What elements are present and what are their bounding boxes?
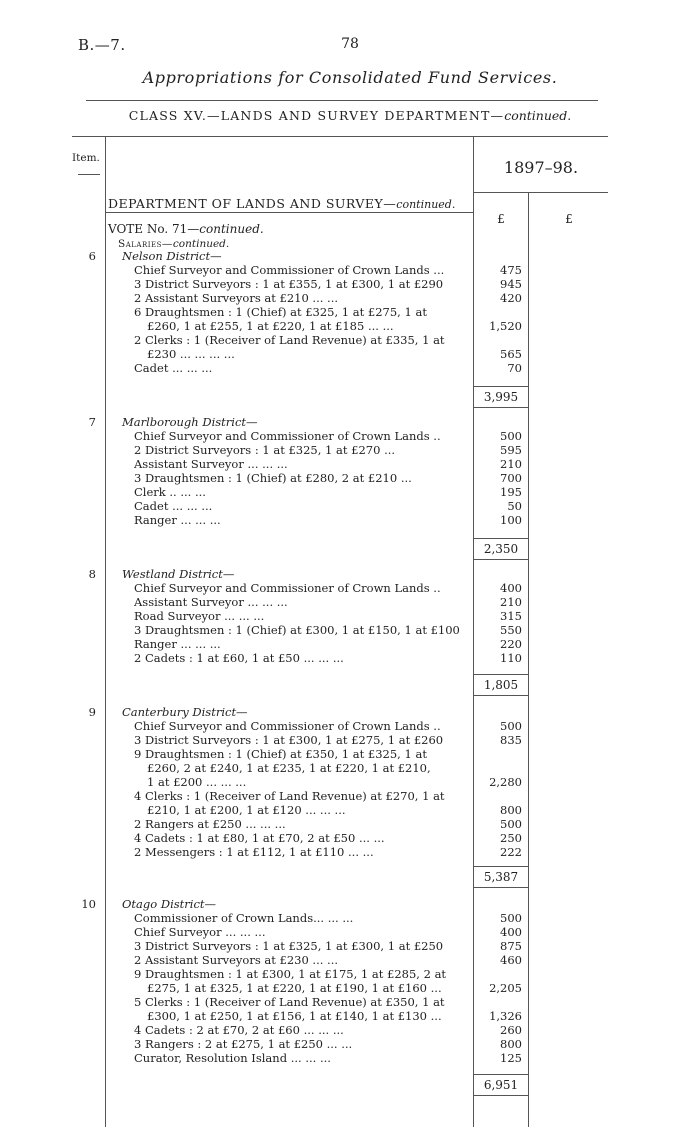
pound-column-1: £ <box>497 212 505 226</box>
row-amount: 50 <box>507 499 522 513</box>
item-column-header: Item. <box>72 152 100 164</box>
pound-column-2: £ <box>565 212 573 226</box>
row-text: 2 Messengers : 1 at £112, 1 at £110 ... ... <box>134 845 374 859</box>
row-text: Ranger ... ... ... <box>134 637 221 651</box>
title-rule <box>86 100 598 101</box>
row-amount: 210 <box>500 595 522 609</box>
row-amount: 500 <box>500 911 522 925</box>
row-text: Commissioner of Crown Lands... ... ... <box>134 911 354 925</box>
row-amount: 110 <box>500 651 522 665</box>
row-text: £230 ... ... ... ... <box>147 347 235 361</box>
row-amount: 400 <box>500 925 522 939</box>
table-row <box>100 804 528 817</box>
item-number: 9 <box>88 705 96 719</box>
row-amount: 500 <box>500 719 522 733</box>
table-row <box>100 1052 528 1065</box>
row-amount: 565 <box>500 347 522 361</box>
row-amount: 400 <box>500 581 522 595</box>
table-row <box>100 348 528 361</box>
item-number: 6 <box>88 249 96 263</box>
table-row <box>100 362 528 375</box>
row-text: 4 Cadets : 2 at £70, 2 at £60 ... ... ... <box>134 1023 344 1037</box>
row-amount: 460 <box>500 953 522 967</box>
row-amount: 260 <box>500 1023 522 1037</box>
table-row <box>100 912 528 925</box>
district-total: 6,951 <box>474 1074 528 1096</box>
item-number: 8 <box>88 567 96 581</box>
department-heading-main: DEPARTMENT OF LANDS AND SURVEY— <box>108 196 397 211</box>
row-amount: 315 <box>500 609 522 623</box>
row-amount: 500 <box>500 429 522 443</box>
row-text: Cadet ... ... ... <box>134 499 213 513</box>
table-row <box>100 278 528 291</box>
document-ref: B.—7. <box>78 36 126 54</box>
row-amount: 945 <box>500 277 522 291</box>
district-total: 1,805 <box>474 674 528 696</box>
row-text: Ranger ... ... ... <box>134 513 221 527</box>
row-text: 4 Cadets : 1 at £80, 1 at £70, 2 at £50 ... ... <box>134 831 385 845</box>
row-amount: 220 <box>500 637 522 651</box>
table-row <box>100 818 528 831</box>
department-heading <box>108 196 455 211</box>
table-row <box>100 996 528 1009</box>
district-total: 3,995 <box>474 386 528 408</box>
row-text: 9 Draughtsmen : 1 (Chief) at £350, 1 at £325, 1 at <box>134 747 427 761</box>
table-row <box>100 624 528 637</box>
table-row <box>100 1024 528 1037</box>
row-amount: 100 <box>500 513 522 527</box>
item-number: 10 <box>81 897 96 911</box>
row-amount: 475 <box>500 263 522 277</box>
row-text: Chief Surveyor and Commissioner of Crown Lands .. <box>134 581 441 595</box>
table-row <box>100 472 528 485</box>
row-text: 6 Draughtsmen : 1 (Chief) at £325, 1 at £275, 1 at <box>134 305 427 319</box>
department-rule <box>106 212 473 213</box>
row-text: Chief Surveyor ... ... ... <box>134 925 266 939</box>
row-text: Cadet ... ... ... <box>134 361 213 375</box>
class-heading <box>0 108 700 123</box>
row-text: 2 Assistant Surveyors at £230 ... ... <box>134 953 339 967</box>
table-row <box>100 762 528 775</box>
district-name: Westland District— <box>122 567 235 581</box>
table-row <box>100 832 528 845</box>
table-row <box>100 596 528 609</box>
department-heading-continued: continued. <box>396 198 456 211</box>
district-heading <box>81 897 528 911</box>
row-text: Assistant Surveyor ... ... ... <box>134 595 288 609</box>
table-row <box>100 776 528 789</box>
district-name: Marlborough District— <box>122 415 258 429</box>
item-number: 7 <box>88 415 96 429</box>
row-text: 2 Clerks : 1 (Receiver of Land Revenue) at £335, 1 at <box>134 333 445 347</box>
salaries-heading-main: Salaries— <box>118 238 173 250</box>
row-text: Chief Surveyor and Commissioner of Crown Lands .. <box>134 719 441 733</box>
table-row <box>100 982 528 995</box>
year-header: 1897–98. <box>503 158 579 177</box>
row-text: 4 Clerks : 1 (Receiver of Land Revenue) at £270, 1 at <box>134 789 445 803</box>
row-amount: 835 <box>500 733 522 747</box>
row-amount: 1,326 <box>489 1009 522 1023</box>
row-text: 2 District Surveyors : 1 at £325, 1 at £270 ... <box>134 443 396 457</box>
item-header-rule <box>78 174 100 175</box>
row-text: Chief Surveyor and Commissioner of Crown Lands ... <box>134 263 445 277</box>
row-text: £300, 1 at £250, 1 at £156, 1 at £140, 1 at £130 ... <box>147 1009 442 1023</box>
row-text: 2 Cadets : 1 at £60, 1 at £50 ... ... ... <box>134 651 344 665</box>
row-text: 3 District Surveyors : 1 at £325, 1 at £300, 1 at £250 <box>134 939 444 953</box>
table-row <box>100 748 528 761</box>
row-text: 9 Draughtsmen : 1 at £300, 1 at £175, 1 at £285, 2 at <box>134 967 447 981</box>
row-amount: 2,205 <box>489 981 522 995</box>
row-amount: 70 <box>507 361 522 375</box>
row-text: 3 Rangers : 2 at £275, 1 at £250 ... ... <box>134 1037 353 1051</box>
table-row <box>100 264 528 277</box>
table-row <box>100 582 528 595</box>
row-amount: 800 <box>500 803 522 817</box>
row-text: Clerk .. ... ... <box>134 485 206 499</box>
row-amount: 2,280 <box>489 775 522 789</box>
table-row <box>100 734 528 747</box>
row-amount: 800 <box>500 1037 522 1051</box>
row-text: 5 Clerks : 1 (Receiver of Land Revenue) at £350, 1 at <box>134 995 445 1009</box>
class-heading-continued: continued. <box>504 108 572 123</box>
amount-column-rule-mid <box>528 192 529 1127</box>
row-amount: 875 <box>500 939 522 953</box>
table-row <box>100 320 528 333</box>
table-row <box>100 940 528 953</box>
district-name: Canterbury District— <box>122 705 248 719</box>
table-row <box>100 430 528 443</box>
row-text: Chief Surveyor and Commissioner of Crown Lands .. <box>134 429 441 443</box>
row-text: Assistant Surveyor ... ... ... <box>134 457 288 471</box>
table-row <box>100 790 528 803</box>
row-amount: 1,520 <box>489 319 522 333</box>
district-heading <box>88 249 528 263</box>
class-heading-main: CLASS XV.—LANDS AND SURVEY DEPARTMENT— <box>128 108 505 123</box>
table-row <box>100 720 528 733</box>
row-amount: 550 <box>500 623 522 637</box>
row-amount: 210 <box>500 457 522 471</box>
table-row <box>100 1038 528 1051</box>
district-total: 5,387 <box>474 866 528 888</box>
row-text: £210, 1 at £200, 1 at £120 ... ... ... <box>147 803 346 817</box>
row-text: £260, 2 at £240, 1 at £235, 1 at £220, 1 at £210, <box>147 761 431 775</box>
table-row <box>100 926 528 939</box>
row-amount: 420 <box>500 291 522 305</box>
row-amount: 125 <box>500 1051 522 1065</box>
table-row <box>100 444 528 457</box>
row-amount: 250 <box>500 831 522 845</box>
district-heading <box>88 415 528 429</box>
row-amount: 500 <box>500 817 522 831</box>
table-row <box>100 486 528 499</box>
page-number: 78 <box>341 36 359 52</box>
row-text: 2 Assistant Surveyors at £210 ... ... <box>134 291 339 305</box>
table-row <box>100 954 528 967</box>
vote-heading <box>108 222 264 236</box>
row-text: £275, 1 at £325, 1 at £220, 1 at £190, 1 at £160 ... <box>147 981 442 995</box>
table-row <box>100 292 528 305</box>
district-name: Otago District— <box>122 897 217 911</box>
row-text: Curator, Resolution Island ... ... ... <box>134 1051 331 1065</box>
row-text: 2 Rangers at £250 ... ... ... <box>134 817 286 831</box>
table-row <box>100 1010 528 1023</box>
row-text: 3 Draughtsmen : 1 (Chief) at £300, 1 at £150, 1 at £100 <box>134 623 460 637</box>
row-text: £260, 1 at £255, 1 at £220, 1 at £185 ... ... <box>147 319 394 333</box>
table-row <box>100 846 528 859</box>
table-row <box>100 334 528 347</box>
table-row <box>100 306 528 319</box>
table-row <box>100 458 528 471</box>
table-row <box>100 610 528 623</box>
page-title: Appropriations for Consolidated Fund Services. <box>142 68 558 87</box>
row-amount: 222 <box>500 845 522 859</box>
year-rule <box>474 192 608 193</box>
district-total: 2,350 <box>474 538 528 560</box>
row-text: 3 Draughtsmen : 1 (Chief) at £280, 2 at £210 ... <box>134 471 412 485</box>
row-amount: 195 <box>500 485 522 499</box>
row-text: 3 District Surveyors : 1 at £355, 1 at £300, 1 at £290 <box>134 277 444 291</box>
table-row <box>100 652 528 665</box>
row-text: 3 District Surveyors : 1 at £300, 1 at £275, 1 at £260 <box>134 733 444 747</box>
row-amount: 700 <box>500 471 522 485</box>
vote-heading-continued: continued. <box>199 222 264 236</box>
row-text: Road Surveyor ... ... ... <box>134 609 265 623</box>
table-row <box>100 500 528 513</box>
table-row <box>100 514 528 527</box>
district-name: Nelson District— <box>122 249 222 263</box>
table-row <box>100 968 528 981</box>
header-rule <box>72 136 608 137</box>
district-heading <box>88 705 528 719</box>
district-heading <box>88 567 528 581</box>
salaries-heading-continued: continued. <box>172 238 230 250</box>
row-amount: 595 <box>500 443 522 457</box>
vote-heading-main: VOTE No. 71— <box>108 222 200 236</box>
row-text: 1 at £200 ... ... ... <box>147 775 247 789</box>
table-row <box>100 638 528 651</box>
